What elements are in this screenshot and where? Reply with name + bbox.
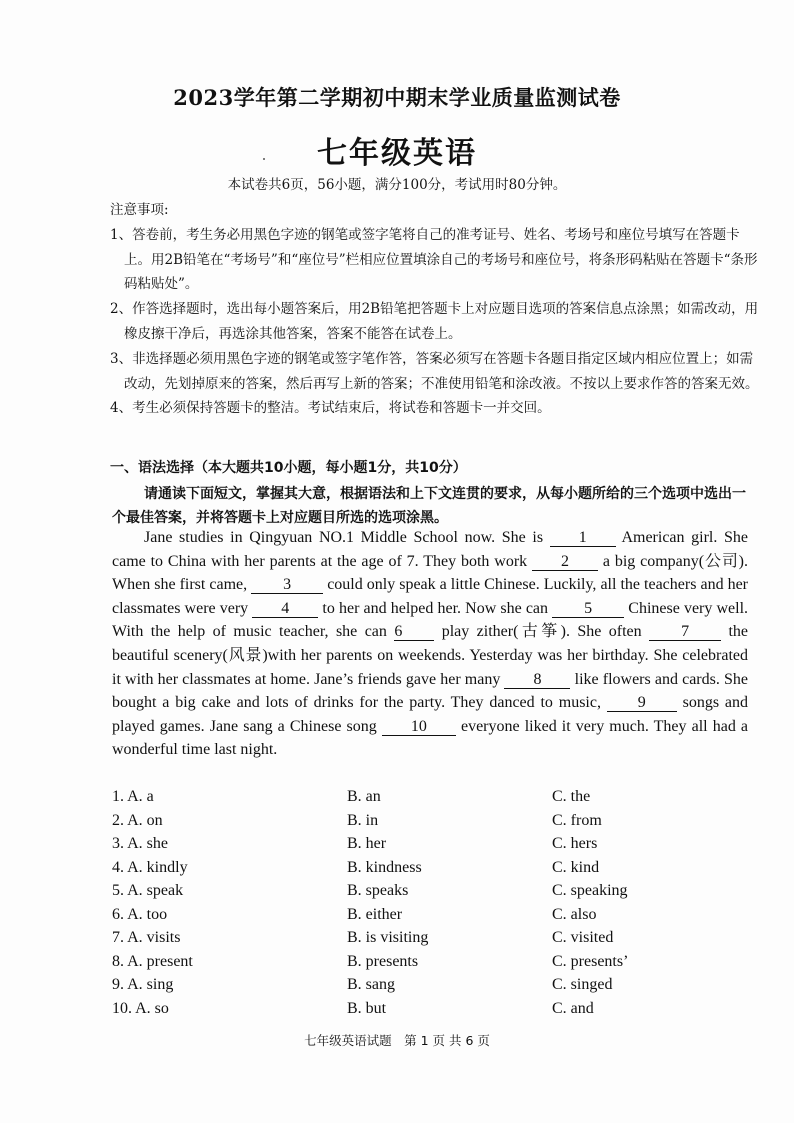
notes-section bbox=[110, 198, 760, 421]
option-b: B. is visiting bbox=[347, 929, 429, 946]
option-a: 4. A. kindly bbox=[112, 858, 188, 876]
question-options-row bbox=[112, 882, 752, 906]
blank-5: 5 bbox=[552, 600, 624, 618]
option-a: 1. A. a bbox=[112, 788, 154, 805]
option-b: B. an bbox=[347, 788, 381, 805]
exam-title: 2023学年第二学期初中期末学业质量监测试卷 bbox=[173, 85, 621, 110]
passage-text: everyone liked it very much. They all had a wonderful time last night. bbox=[112, 717, 749, 759]
option-a: 2. A. on bbox=[112, 811, 163, 829]
option-b: B. in bbox=[347, 811, 379, 829]
option-b: B. her bbox=[347, 835, 387, 852]
option-c: C. presents’ bbox=[552, 952, 629, 970]
passage-text: a big company(公司). When she first came, bbox=[112, 552, 749, 594]
option-c: C. speaking bbox=[552, 882, 628, 899]
question-options-row bbox=[112, 906, 752, 930]
passage-text: like flowers and cards. She bought a big cake and lots of drinks for the party. They danced to music, bbox=[112, 670, 748, 712]
option-b: B. either bbox=[347, 905, 403, 923]
blank-8: 8 bbox=[504, 671, 570, 689]
question-options-row bbox=[112, 953, 752, 977]
option-b: B. speaks bbox=[347, 882, 409, 899]
passage-text: to her and helped her. Now she can bbox=[322, 599, 549, 617]
page-footer: 七年级英语试题 第 1 页 共 6 页 bbox=[304, 1033, 490, 1048]
notes-item: 4、考生必须保持答题卡的整洁。考试结束后，将试卷和答题卡一并交回。 bbox=[110, 400, 551, 417]
passage-text: Jane studies in Qingyuan NO.1 Middle School now. She is bbox=[144, 529, 544, 546]
question-options-row bbox=[112, 1000, 752, 1024]
option-b: B. sang bbox=[347, 976, 395, 993]
notes-item: 1、答卷前，考生务必用黑色字迹的钢笔或签字笔将自己的准考证号、姓名、考场号和座位号填写在答题卡上。用2B铅笔在“考场号”和“座位号”栏相应位置填涂自己的考场号和座位号，将条形码粘贴在答题卡“条形码粘贴处”。 bbox=[110, 226, 758, 293]
blank-4: 4 bbox=[252, 600, 318, 618]
section-heading: 一、语法选择（本大题共10小题，每小题1分，共10分） bbox=[110, 460, 467, 476]
option-c: C. from bbox=[552, 811, 602, 829]
option-b: B. kindness bbox=[347, 858, 422, 876]
option-c: C. the bbox=[552, 788, 591, 805]
blank-3: 3 bbox=[251, 576, 323, 594]
answer-options bbox=[112, 788, 752, 1023]
option-a: 8. A. present bbox=[112, 952, 193, 970]
passage-text: play zither(古筝). She often bbox=[441, 623, 642, 641]
option-a: 5. A. speak bbox=[112, 882, 184, 899]
passage-text: Chinese very well. With the help of music teacher, she can bbox=[112, 599, 749, 641]
option-a: 10. A. so bbox=[112, 999, 169, 1017]
question-options-row bbox=[112, 859, 752, 883]
question-options-row bbox=[112, 929, 752, 953]
option-c: C. and bbox=[552, 999, 594, 1017]
passage-text: the beautiful scenery(风景)with her parents on weekends. Yesterday was her birthday. She celebrated it with her classmates at home. Jane’s friends gave her many bbox=[112, 623, 749, 688]
option-a: 3. A. she bbox=[112, 835, 168, 852]
blank-6: 6 bbox=[394, 623, 434, 641]
question-options-row bbox=[112, 976, 752, 1000]
passage-text: could only speak a little Chinese. Luckily, all the teachers and her classmates were very bbox=[112, 576, 749, 617]
option-c: C. singed bbox=[552, 976, 613, 993]
blank-1: 1 bbox=[550, 529, 616, 547]
option-b: B. presents bbox=[347, 952, 419, 970]
option-c: C. visited bbox=[552, 929, 614, 946]
reading-passage bbox=[112, 526, 748, 762]
option-a: 6. A. too bbox=[112, 905, 168, 923]
question-options-row bbox=[112, 835, 752, 859]
blank-7: 7 bbox=[649, 623, 721, 641]
notes-item: 3、非选择题必须用黑色字迹的钢笔或签字笔作答，答案必须写在答题卡各题目指定区域内相应位置上；如需改动，先划掉原来的答案，然后再写上新的答案；不准使用铅笔和涂改液。不按以上要求作答的答案无效。 bbox=[110, 350, 759, 392]
question-options-row bbox=[112, 788, 752, 812]
option-a: 9. A. sing bbox=[112, 976, 174, 993]
passage-text: American girl. She came to China with her parents at the age of 7. They both work bbox=[112, 529, 749, 570]
blank-2: 2 bbox=[532, 553, 598, 571]
question-options-row bbox=[112, 812, 752, 836]
option-c: C. kind bbox=[552, 858, 600, 876]
section-instruction: 请通读下面短文，掌握其大意，根据语法和上下文连贯的要求，从每小题所给的三个选项中选出一个最佳答案，并将答题卡上对应题目所选的选项涂黑。 bbox=[112, 486, 746, 526]
subject-title: 七年级英语 bbox=[317, 136, 477, 171]
passage-text: songs and played games. Jane sang a Chinese song bbox=[112, 694, 749, 735]
notes-item: 2、作答选择题时，选出每小题答案后，用2B铅笔把答题卡上对应题目选项的答案信息点涂黑；如需改动，用橡皮擦干净后，再选涂其他答案，答案不能答在试卷上。 bbox=[110, 301, 759, 342]
option-c: C. hers bbox=[552, 835, 598, 852]
blank-9: 9 bbox=[607, 694, 677, 712]
option-c: C. also bbox=[552, 905, 597, 923]
option-a: 7. A. visits bbox=[112, 929, 181, 946]
blank-10: 10 bbox=[382, 718, 456, 736]
notes-heading: 注意事项: bbox=[110, 202, 169, 218]
option-b: B. but bbox=[347, 999, 387, 1017]
exam-info: 本试卷共6页，56小题，满分100分，考试用时80分钟。 bbox=[227, 177, 567, 193]
